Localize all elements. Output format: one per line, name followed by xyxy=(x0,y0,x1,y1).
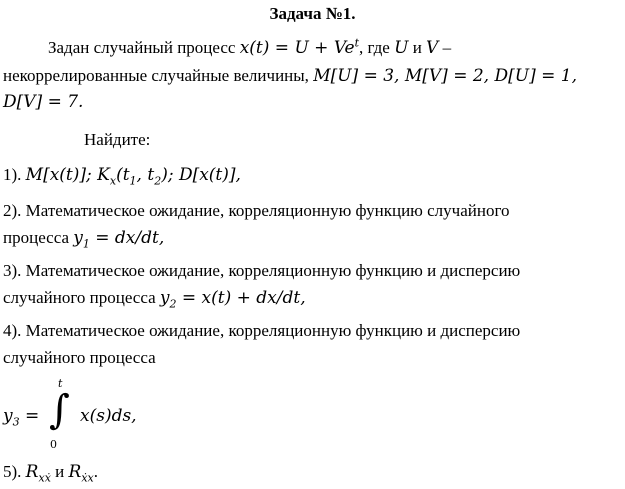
var-v: V xyxy=(426,38,439,58)
item-5-dot: . xyxy=(93,462,98,481)
item-5 xyxy=(3,462,98,485)
item-5-number: 5). xyxy=(3,462,26,481)
item-3-line-2 xyxy=(3,288,306,311)
intro-text: Задан случайный процесс xyxy=(48,38,240,57)
item-1-number: 1). xyxy=(3,165,26,184)
item-4-integrand: x(s)ds, xyxy=(80,406,137,426)
integral-sign: ∫ xyxy=(49,387,70,433)
intro-text-3: некоррелированные случайные величины, xyxy=(3,66,314,85)
item-3-formula: $y_2 = x(t) + dx/dt$, xyxy=(159,288,306,311)
problem-title: Задача №1. xyxy=(269,4,356,23)
item-4-y3: $y_3$ = xyxy=(3,406,40,429)
moments-formula: M[U] = 3, M[V] = 2, D[U] = 1, xyxy=(313,66,577,86)
intro-line-3: D[V] = 7. xyxy=(3,92,84,112)
process-formula: $x(t) = U + Ve^t$ xyxy=(239,36,360,58)
intro-and: и xyxy=(408,38,427,57)
item-5-r2: $R_{ẋx}$ xyxy=(68,462,94,485)
item-2-formula: $y_1 = dx/dt$, xyxy=(73,228,165,251)
intro-line-2 xyxy=(3,66,577,86)
item-5-r1: $R_{xẋ}$ xyxy=(25,462,51,485)
item-3-text: случайного процесса xyxy=(3,288,160,307)
intro-dash: – xyxy=(438,38,452,57)
item-4-line-1: 4). Математическое ожидание, корреляционную функцию и дисперсию xyxy=(3,321,521,340)
var-u: U xyxy=(394,38,409,58)
intro-line-1 xyxy=(48,38,451,58)
find-label: Найдите: xyxy=(84,130,151,149)
item-2-text: процесса xyxy=(3,228,74,247)
item-2-line-1: 2). Математическое ожидание, корреляционную функцию случайного xyxy=(3,201,510,220)
intro-text-2: , где xyxy=(359,38,395,57)
item-1 xyxy=(3,165,241,188)
item-4-line-2: случайного процесса xyxy=(3,348,156,367)
item-2-line-2 xyxy=(3,228,165,251)
integral-lower-limit: 0 xyxy=(50,438,57,451)
integral-upper-limit: t xyxy=(58,377,63,390)
item-3-line-1: 3). Математическое ожидание, корреляционную функцию и дисперсию xyxy=(3,261,521,280)
item-1-formula: M[x(t)]; $K_x(t_1$, $t_2$); D[x(t)], xyxy=(25,165,241,188)
item-5-and: и xyxy=(50,462,69,481)
